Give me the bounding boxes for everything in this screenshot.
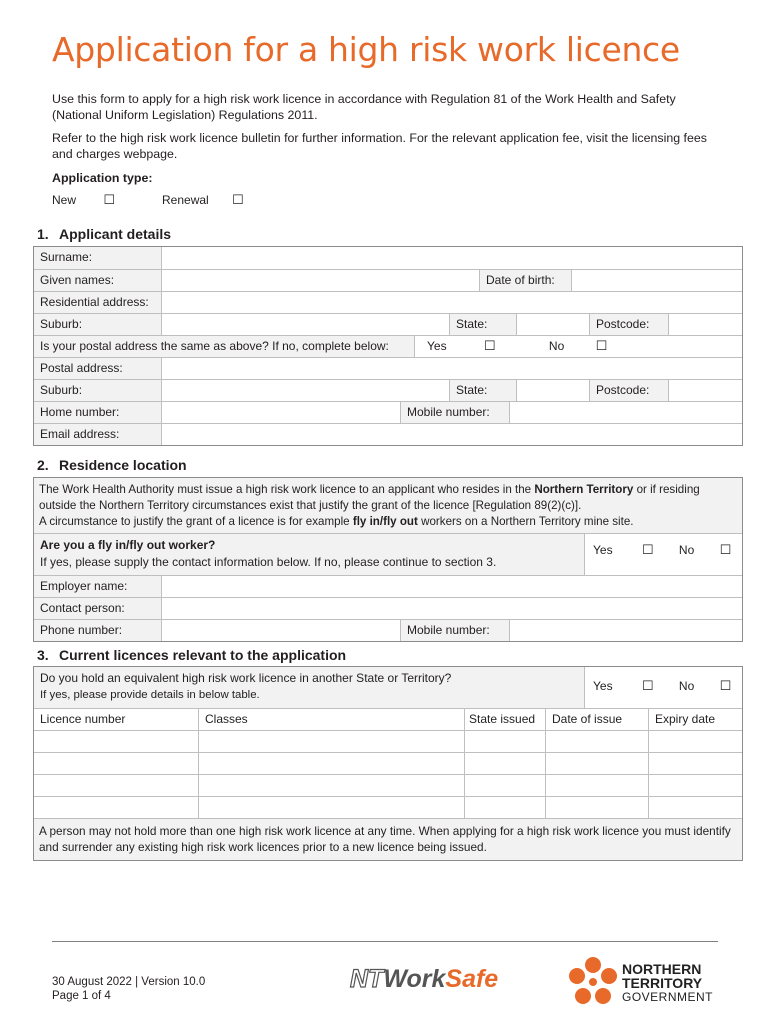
surname-label: Surname: <box>34 247 161 269</box>
equivalent-yes-label: Yes <box>593 679 613 693</box>
postcode-label: Postcode: <box>590 314 668 335</box>
postal-state-label: State: <box>450 380 516 401</box>
fifo-question-cell <box>34 534 584 575</box>
state-field[interactable] <box>516 314 590 335</box>
classes-cell[interactable] <box>198 753 464 774</box>
classes-cell[interactable] <box>198 797 464 818</box>
contact-person-label: Contact person: <box>34 598 161 619</box>
page-title: Application for a high risk work licence <box>52 30 680 69</box>
new-label: New <box>52 193 77 207</box>
column-licence-number: Licence number <box>40 712 126 726</box>
state-issued-cell[interactable] <box>464 753 545 774</box>
nt-government-logo-text: NORTHERN TERRITORY GOVERNMENT <box>622 961 714 1004</box>
licence-number-cell[interactable] <box>34 731 198 752</box>
desert-rose-logo-icon <box>566 955 620 1009</box>
mobile-number-field[interactable] <box>509 402 742 423</box>
expiry-date-cell[interactable] <box>648 775 742 796</box>
residential-address-field[interactable] <box>161 292 742 313</box>
classes-cell[interactable] <box>198 731 464 752</box>
application-type-label: Application type: <box>52 171 153 185</box>
footer-page-number: Page 1 of 4 <box>52 990 111 1002</box>
column-state-issued: State issued <box>464 709 545 730</box>
section-2-heading: 2. Residence location <box>37 457 187 473</box>
postal-postcode-field[interactable] <box>668 380 742 401</box>
licence-number-cell[interactable] <box>34 775 198 796</box>
phone-number-field[interactable] <box>161 620 401 641</box>
postal-state-field[interactable] <box>516 380 590 401</box>
table-row <box>34 730 742 752</box>
employer-name-field[interactable] <box>161 576 742 597</box>
suburb-label: Suburb: <box>34 314 161 335</box>
residential-address-label: Residential address: <box>34 292 161 313</box>
fifo-yes-checkbox[interactable]: ☐ <box>641 543 654 558</box>
section-3-heading: 3. Current licences relevant to the application <box>37 647 347 663</box>
residence-info-paragraph-2: A circumstance to justify the grant of a licence is for example fly in/fly out workers on a Northern Territory mine site. <box>39 515 634 528</box>
column-expiry-date: Expiry date <box>648 709 742 730</box>
licence-number-cell[interactable] <box>34 797 198 818</box>
postal-same-yes-checkbox[interactable]: ☐ <box>483 339 496 354</box>
equivalent-licence-question-cell <box>34 667 584 708</box>
table-row <box>34 774 742 796</box>
renewal-label: Renewal <box>162 193 209 207</box>
renewal-checkbox[interactable]: ☐ <box>232 193 244 208</box>
email-address-label: Email address: <box>34 424 161 445</box>
fifo-question-note: If yes, please supply the contact information below. If no, please continue to section 3. <box>40 555 497 569</box>
date-of-issue-cell[interactable] <box>545 731 648 752</box>
postal-address-field[interactable] <box>161 358 742 379</box>
column-classes: Classes <box>198 709 464 730</box>
fifo-no-label: No <box>678 543 695 557</box>
fifo-yes-label: Yes <box>593 543 613 557</box>
equivalent-no-checkbox[interactable]: ☐ <box>719 679 732 694</box>
date-of-birth-label: Date of birth: <box>480 270 571 291</box>
mobile-number-label: Mobile number: <box>401 402 509 423</box>
applicant-details-table <box>33 246 743 446</box>
postal-suburb-label: Suburb: <box>34 380 161 401</box>
equivalent-no-label: No <box>678 679 695 693</box>
residence-location-table <box>33 477 743 642</box>
table-row <box>34 796 742 818</box>
date-of-issue-cell[interactable] <box>545 775 648 796</box>
home-number-label: Home number: <box>34 402 161 423</box>
fifo-no-checkbox[interactable]: ☐ <box>719 543 732 558</box>
postal-same-yes-label: Yes <box>427 339 447 353</box>
equivalent-yes-checkbox[interactable]: ☐ <box>641 679 654 694</box>
expiry-date-cell[interactable] <box>648 797 742 818</box>
date-of-issue-cell[interactable] <box>545 797 648 818</box>
ntworksafe-logo: NTWorkSafe <box>350 965 499 993</box>
surname-field[interactable] <box>161 247 742 269</box>
equivalent-licence-options <box>584 667 742 708</box>
postal-suburb-field[interactable] <box>161 380 450 401</box>
contact-person-field[interactable] <box>161 598 742 619</box>
state-label: State: <box>450 314 516 335</box>
given-names-label: Given names: <box>34 270 161 291</box>
classes-cell[interactable] <box>198 775 464 796</box>
home-number-field[interactable] <box>161 402 401 423</box>
residence-info-paragraph-1: The Work Health Authority must issue a high risk work licence to an applicant who resides in the Northern Territory or if residing outside the Northern Territory circumstances exist that justify the grant of the licence [Regulation 89(2)(c)]. <box>39 483 700 512</box>
date-of-birth-field[interactable] <box>571 270 742 291</box>
state-issued-cell[interactable] <box>464 775 545 796</box>
expiry-date-cell[interactable] <box>648 731 742 752</box>
given-names-field[interactable] <box>161 270 480 291</box>
postal-address-label: Postal address: <box>34 358 161 379</box>
current-licences-table <box>33 666 743 861</box>
postal-postcode-label: Postcode: <box>590 380 668 401</box>
email-address-field[interactable] <box>161 424 742 445</box>
postal-same-question: Is your postal address the same as above? If no, complete below: <box>34 336 414 357</box>
intro-paragraph-2: Refer to the high risk work licence bulletin for further information. For the relevant application fee, visit the licensing fees and charges webpage. <box>52 131 707 161</box>
new-checkbox[interactable]: ☐ <box>103 193 116 208</box>
footer-divider <box>52 941 718 942</box>
date-of-issue-cell[interactable] <box>545 753 648 774</box>
table-row <box>34 752 742 774</box>
application-type-renewal <box>162 193 244 208</box>
postal-same-no-checkbox[interactable]: ☐ <box>595 339 608 354</box>
licence-table-header <box>34 708 742 730</box>
postal-same-options <box>414 336 742 357</box>
fifo-options <box>584 534 742 575</box>
licence-note: A person may not hold more than one high risk work licence at any time. When applying for a high risk work licence you must identify and surrender any existing high risk work licences prior to a new licence being issued. <box>34 818 742 860</box>
employer-mobile-field[interactable] <box>509 620 742 641</box>
employer-name-label: Employer name: <box>34 576 161 597</box>
suburb-field[interactable] <box>161 314 450 335</box>
intro-paragraph-1: Use this form to apply for a high risk work licence in accordance with Regulation 81 of the Work Health and Safety (National Uniform Legislation) Regulations 2011. <box>52 92 676 122</box>
residence-info <box>34 478 742 533</box>
expiry-date-cell[interactable] <box>648 753 742 774</box>
equivalent-licence-note: If yes, please provide details in below table. <box>40 689 260 701</box>
section-1-heading: 1. Applicant details <box>37 226 172 242</box>
footer-date-version: 30 August 2022 | Version 10.0 <box>52 976 206 988</box>
state-issued-cell[interactable] <box>464 797 545 818</box>
licence-number-cell[interactable] <box>34 753 198 774</box>
postcode-field[interactable] <box>668 314 742 335</box>
application-type-new <box>52 193 115 208</box>
equivalent-licence-question: Do you hold an equivalent high risk work licence in another State or Territory? <box>40 671 452 685</box>
fifo-question: Are you a fly in/fly out worker? <box>40 538 216 552</box>
state-issued-cell[interactable] <box>464 731 545 752</box>
column-date-of-issue: Date of issue <box>545 709 648 730</box>
employer-mobile-label: Mobile number: <box>401 620 509 641</box>
postal-same-no-label: No <box>548 339 565 353</box>
phone-number-label: Phone number: <box>34 620 161 641</box>
